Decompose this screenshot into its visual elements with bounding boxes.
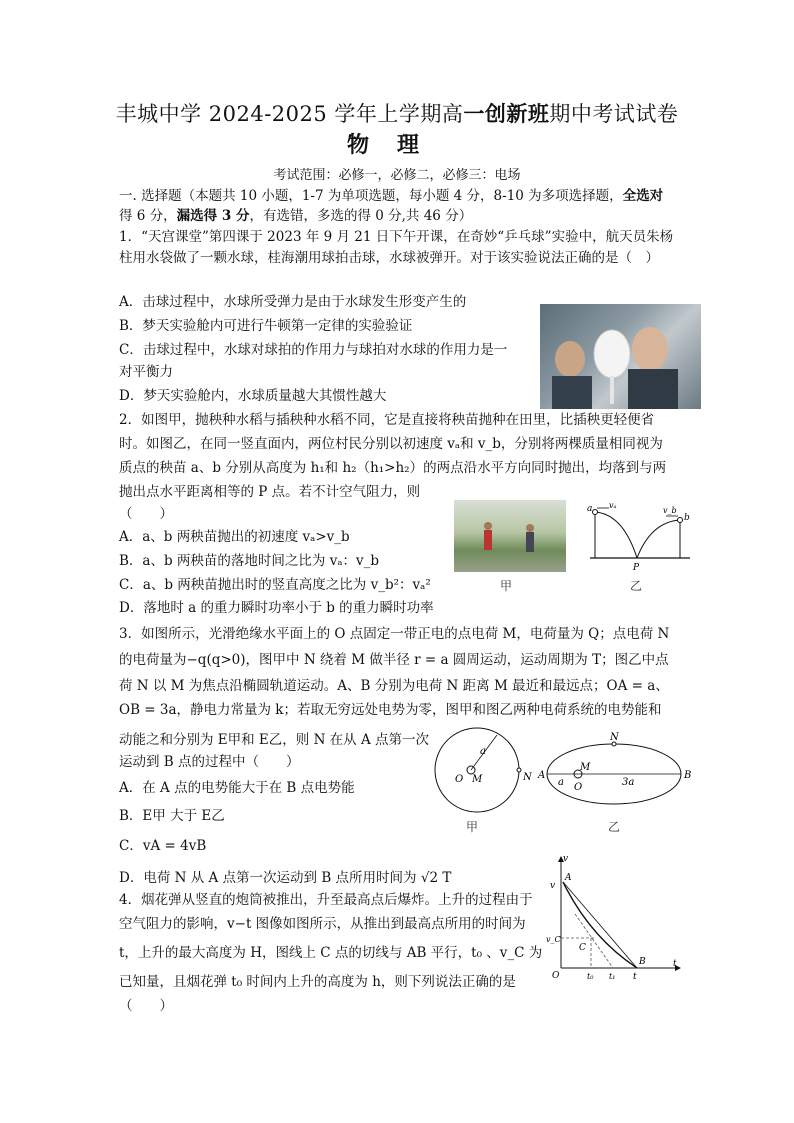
label-t1: t₁ xyxy=(609,972,616,981)
q2-stem-2: 时。如图乙，在同一竖直面内，两位村民分别以初速度 vₐ和 v_b，分别将两棵质量相同视为 xyxy=(119,436,663,452)
q3-stem-6: 运动到 B 点的过程中（ ） xyxy=(119,754,300,770)
q2-stem-5: （ ） xyxy=(119,506,173,522)
label-A: A xyxy=(538,770,546,781)
q1-stem-2: 柱用水袋做了一颗水球，桂海潮用球拍击球，水球被弹开。对于该实验说法正确的是（ ） xyxy=(119,250,659,266)
q2-caption-yi: 乙 xyxy=(630,579,643,593)
q4-stem-5: （ ） xyxy=(119,998,173,1014)
q1-option-b: B．梦天实验舱内可进行牛顿第一定律的实验验证 xyxy=(119,318,413,334)
trajectory-a xyxy=(595,512,637,558)
q2-stem-4: 抛出点水平距离相等的 P 点。若不计空气阻力，则 xyxy=(119,484,421,500)
label-t-axis: t xyxy=(673,959,677,969)
exam-scope: 考试范围：必修一，必修二，必修三：电场 xyxy=(273,168,521,183)
subject-title: 物理 xyxy=(346,132,447,158)
label-m2: M xyxy=(580,762,591,773)
label-va: vₐ xyxy=(609,501,617,510)
label-n: N xyxy=(523,772,532,783)
label-a2: a xyxy=(558,777,564,788)
orbit-circle xyxy=(435,728,519,812)
astronaut-photo-drawing xyxy=(540,304,701,409)
q4-stem-3: t，上升的最大高度为 H，图线上 C 点的切线与 AB 平行，t₀ 、v_C 为 xyxy=(119,945,543,961)
label-o: O xyxy=(455,774,464,785)
q3-stem-1: 3．如图所示，光滑绝缘水平面上的 O 点固定一带正电的点电荷 M，电荷量为 Q；点电荷 N xyxy=(119,626,670,642)
q3-option-b: B．E甲 大于 E乙 xyxy=(119,808,225,824)
q2-option-d: D．落地时 a 的重力瞬时功率小于 b 的重力瞬时功率 xyxy=(119,600,434,616)
circular-orbit-diagram xyxy=(425,720,530,815)
q3-caption-yi: 乙 xyxy=(608,820,621,834)
label-p: P xyxy=(633,563,640,573)
q3-stem-3: 荷 N 以 M 为焦点沿椭圆轨道运动。A、B 分别为电荷 N 距离 M 最近和最远点；OA = a、 xyxy=(119,678,669,694)
tangent-c xyxy=(575,914,613,968)
section-instruction-2: 得 6 分，漏选得 3 分，有选错，多选的得 0 分,共 46 分） xyxy=(119,208,473,224)
astronaut-photo xyxy=(540,304,701,409)
label-O: O xyxy=(552,971,560,981)
q2-option-a: A．a、b 两秧苗抛出的初速度 vₐ>v_b xyxy=(119,529,350,545)
projectile-diagram xyxy=(585,500,695,575)
q2-option-c: C．a、b 两秧苗抛出时的竖直高度之比为 v_b²：vₐ² xyxy=(119,577,431,593)
q2-stem-1: 2．如图甲，抛秧种水稻与插秧种水稻不同，它是直接将秧苗抛种在田里，比插秧更轻便省 xyxy=(119,412,655,428)
point-a xyxy=(593,510,598,515)
q3-option-c: C．vA = 4vB xyxy=(119,838,207,854)
q1-option-d: D．梦天实验舱内，水球质量越大其惯性越大 xyxy=(119,388,387,404)
q2-caption-jia: 甲 xyxy=(500,579,513,593)
chord-ab xyxy=(563,882,637,968)
label-v0: v xyxy=(550,881,556,891)
label-m: M xyxy=(472,774,483,785)
point-b xyxy=(678,518,683,523)
label-t0: t₀ xyxy=(587,972,594,981)
q3-caption-jia: 甲 xyxy=(466,820,479,834)
q1-option-a: A．击球过程中，水球所受弹力是由于水球发生形变产生的 xyxy=(119,294,467,310)
label-B: B xyxy=(639,957,646,967)
label-vb: v_b xyxy=(663,506,677,515)
q1-option-c-cont: 对平衡力 xyxy=(119,364,173,380)
label-b: b xyxy=(684,513,690,523)
label-o2: O xyxy=(574,782,583,793)
q4-stem-4: 已知量，且烟花弹 t₀ 时间内上升的高度为 h，则下列说法正确的是 xyxy=(119,974,516,990)
rice-field-photo xyxy=(454,500,566,572)
v-t-graph xyxy=(545,852,685,980)
q1-stem-1: 1．“天宫课堂”第四课于 2023 年 9 月 21 日下午开课，在奇妙“乒乓球”实验中，航天员朱杨 xyxy=(119,229,674,245)
q4-stem-1: 4．烟花弹从竖直的炮筒被推出，升至最高点后爆炸。上升的过程由于 xyxy=(119,892,533,908)
q1-option-c: C．击球过程中，水球对球拍的作用力与球拍对水球的作用力是一 xyxy=(119,342,508,358)
label-C: C xyxy=(579,943,586,953)
q4-stem-2: 空气阻力的影响，v−t 图像如图所示，从推出到最高点所用的时间为 xyxy=(119,916,526,932)
q3-option-d: D．电荷 N 从 A 点第一次运动到 B 点所用时间为 √2 T xyxy=(119,870,452,886)
label-A: A xyxy=(565,873,572,883)
q3-option-a: A．在 A 点的电势能大于在 B 点电势能 xyxy=(119,780,355,796)
q2-option-b: B．a、b 两秧苗的落地时间之比为 vₐ：v_b xyxy=(119,553,380,569)
label-v-axis: v xyxy=(563,854,569,864)
q3-stem-2: 的电荷量为−q(q>0)，图甲中 N 绕着 M 做半径 r = a 圆周运动，运动周期为 T；图乙中点 xyxy=(119,652,669,668)
label-t: t xyxy=(633,972,637,982)
trajectory-b xyxy=(637,520,680,558)
label-n2: N xyxy=(610,732,619,743)
q2-stem-3: 质点的秧苗 a、b 分别从高度为 h₁和 h₂（h₁>h₂）的两点沿水平方向同时抛出，均落到与两 xyxy=(119,460,667,476)
label-3a: 3a xyxy=(622,777,635,788)
section-instruction: 一. 选择题（本题共 10 小题，1-7 为单项选题，每小题 4 分，8-10 为多项选择题，全选对 xyxy=(119,188,664,204)
q3-stem-5: 动能之和分别为 E甲和 E乙，则 N 在从 A 点第一次 xyxy=(119,732,430,748)
label-a: a xyxy=(587,504,593,514)
label-radius: a xyxy=(480,746,486,757)
rice-field-drawing xyxy=(454,500,566,572)
charge-n xyxy=(517,768,521,772)
label-vc: v_C xyxy=(546,935,561,944)
q3-stem-4: OB = 3a，静电力常量为 k；若取无穷远处电势为零，图甲和图乙两种电荷系统的电势能和 xyxy=(119,702,662,718)
elliptical-orbit-diagram xyxy=(536,728,696,810)
exam-title: 丰城中学 2024-2025 学年上学期高一创新班期中考试试卷 xyxy=(115,101,679,126)
label-B: B xyxy=(684,770,692,781)
